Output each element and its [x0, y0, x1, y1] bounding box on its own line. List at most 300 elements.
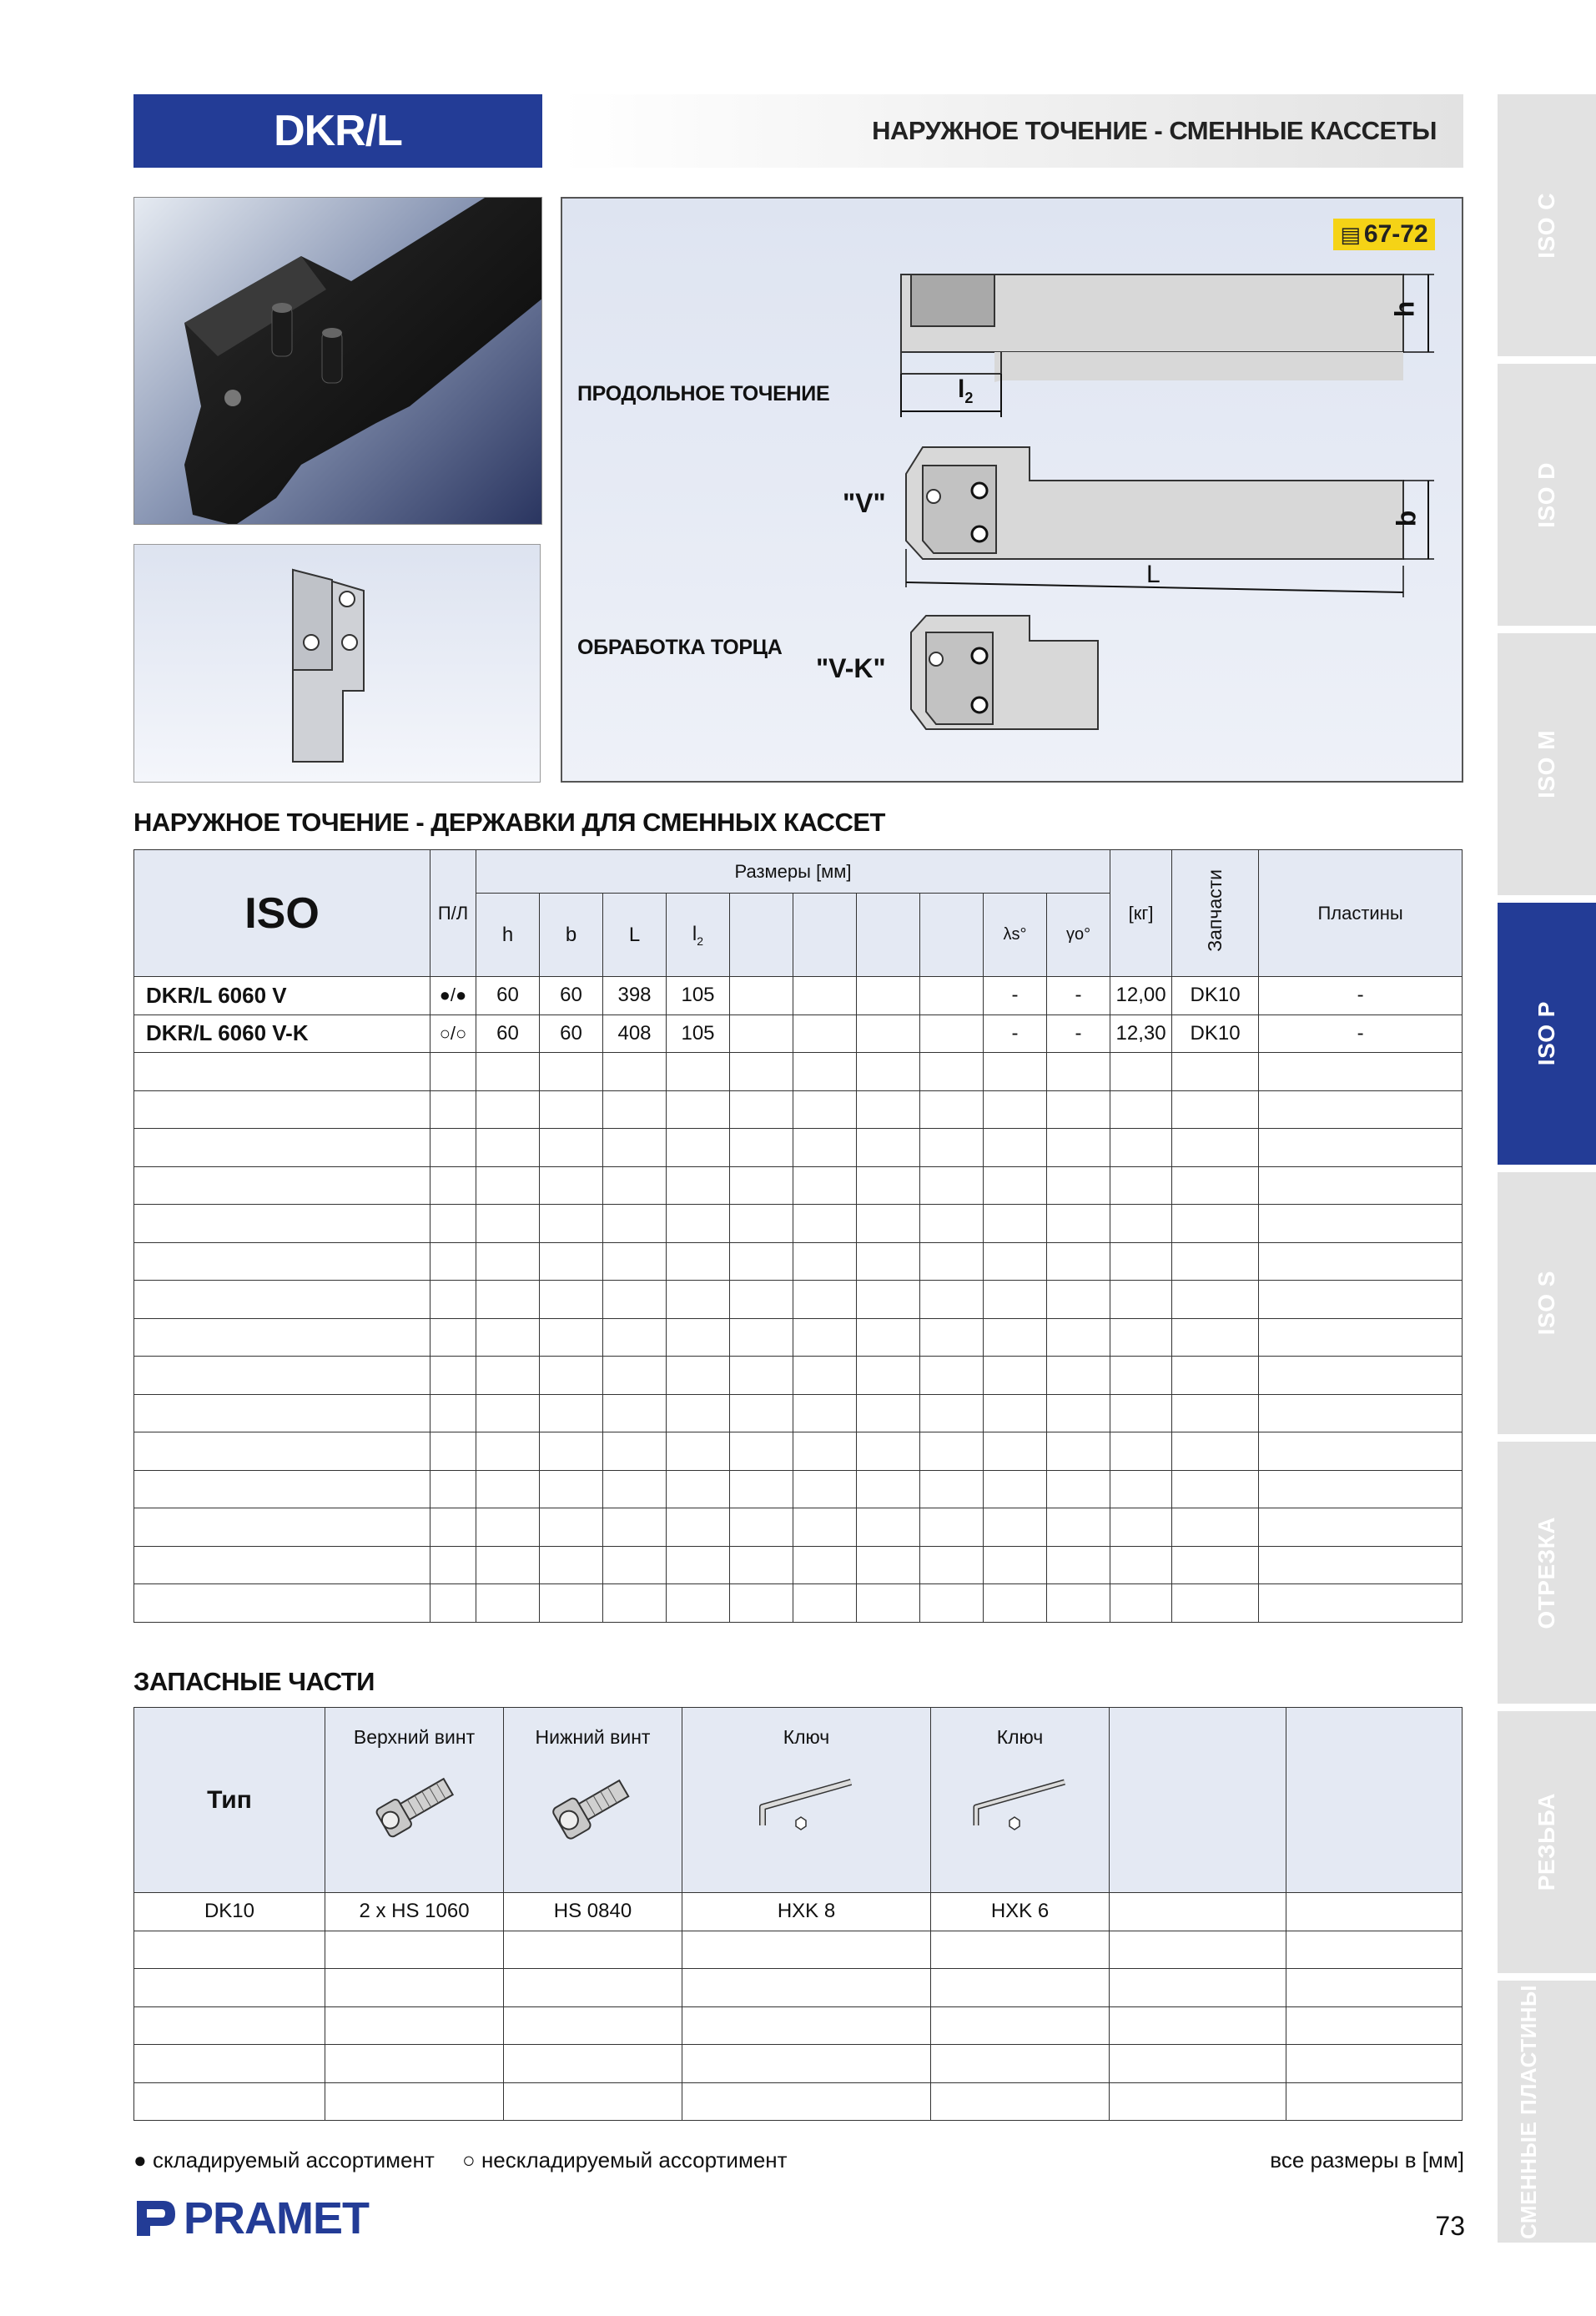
cell-empty: [134, 1470, 430, 1508]
cell-empty: [793, 1129, 857, 1167]
cell-empty: [793, 1166, 857, 1205]
table-row: [134, 977, 1463, 1015]
side-tab-iso-m[interactable]: [1498, 633, 1596, 895]
cell-empty: [984, 1432, 1047, 1471]
cell-empty: [476, 1584, 540, 1623]
cell-empty: [920, 1090, 984, 1129]
header-lambda: λs°: [984, 894, 1047, 977]
cell-empty: [920, 1318, 984, 1357]
cell-empty: [603, 1584, 667, 1623]
cell-empty: [793, 1090, 857, 1129]
cell-empty: [857, 1318, 920, 1357]
cell-lambda: -: [984, 1015, 1047, 1053]
cell-empty: [1047, 1546, 1110, 1584]
cell-empty: [793, 1242, 857, 1281]
cell-empty: [603, 1281, 667, 1319]
cell-empty: [1110, 1584, 1172, 1623]
table-row: [134, 1508, 1463, 1547]
cell-empty: [1047, 1357, 1110, 1395]
cell-empty: [134, 1931, 325, 1969]
cell-empty: [476, 1129, 540, 1167]
cell-empty: [430, 1318, 476, 1357]
side-tab-отрезка[interactable]: [1498, 1442, 1596, 1704]
cell-empty: [682, 2006, 931, 2045]
cell-inserts: -: [1259, 1015, 1463, 1053]
cell-empty: [730, 1318, 793, 1357]
cell-empty: [1259, 1129, 1463, 1167]
cell-empty: [1110, 2006, 1286, 2045]
cell-empty: [857, 1053, 920, 1091]
catalog-reference-pages: 67-72: [1363, 220, 1428, 248]
cell-empty: [730, 1205, 793, 1243]
cell-empty: [920, 1470, 984, 1508]
pramet-logo: [133, 2193, 369, 2243]
cell-type: DK10: [134, 1893, 325, 1931]
cell-empty: [667, 1584, 730, 1623]
cell-empty: [984, 1470, 1047, 1508]
cell-empty: [857, 1432, 920, 1471]
cell-empty: [325, 2082, 504, 2121]
cell-lower-screw: HS 0840: [504, 1893, 682, 1931]
cell-empty: [1286, 2045, 1463, 2083]
cell-empty: [1110, 1053, 1172, 1091]
cell-empty: [134, 1242, 430, 1281]
cell-empty: [667, 1470, 730, 1508]
page-title: DKR/L: [133, 94, 542, 168]
cell-empty: [920, 1242, 984, 1281]
document-icon: ▤: [1340, 221, 1361, 247]
cell-empty: [682, 2082, 931, 2121]
cell-l2: 105: [667, 977, 730, 1015]
cell-kg: 12,30: [1110, 1015, 1172, 1053]
cell-lambda: -: [984, 977, 1047, 1015]
cell-empty: [1172, 1546, 1259, 1584]
header-iso: ISO: [134, 850, 430, 977]
cell-empty: [1172, 1357, 1259, 1395]
cell-empty: [430, 1546, 476, 1584]
table-row: [134, 1546, 1463, 1584]
parts-section-title: ЗАПАСНЫЕ ЧАСТИ: [133, 1667, 375, 1696]
cell-empty: [430, 1432, 476, 1471]
side-tab-label: ISO D: [1533, 461, 1559, 528]
cell-empty: [857, 1584, 920, 1623]
side-tab-label: СМЕННЫЕ ПЛАСТИНЫ: [1516, 1984, 1541, 2239]
cell-spares: DK10: [1172, 1015, 1259, 1053]
cell-upper-screw: 2 x HS 1060: [325, 1893, 504, 1931]
cell-empty: [476, 1053, 540, 1091]
cell-empty: [1259, 1053, 1463, 1091]
cell-empty: [430, 1470, 476, 1508]
cell-b: 60: [540, 977, 603, 1015]
side-tab-label: РЕЗЬБА: [1533, 1793, 1559, 1891]
cell-empty: [1110, 1205, 1172, 1243]
table-row: [134, 1281, 1463, 1319]
parts-header-key-1: Ключ: [682, 1708, 931, 1893]
cell-empty: [430, 1242, 476, 1281]
cell-empty: [476, 1281, 540, 1319]
cell-empty: [857, 1546, 920, 1584]
cell-pl: ●/●: [430, 977, 476, 1015]
cell-empty: [603, 1470, 667, 1508]
cell-empty: [920, 1508, 984, 1547]
cell-kg: 12,00: [1110, 977, 1172, 1015]
header-empty: [857, 894, 920, 977]
cell-empty: [430, 1281, 476, 1319]
cell-empty: [793, 1394, 857, 1432]
cell-empty: [540, 1166, 603, 1205]
cell-empty: [920, 1357, 984, 1395]
cell-empty: [1047, 1470, 1110, 1508]
cell-empty: [920, 1053, 984, 1091]
cell-empty: [430, 1053, 476, 1091]
screw-icon: [547, 1774, 639, 1840]
cell-empty: [134, 1508, 430, 1547]
cell-empty: [857, 1129, 920, 1167]
cell-empty: [793, 977, 857, 1015]
cell-empty: [730, 1470, 793, 1508]
cell-empty: [430, 1584, 476, 1623]
cell-empty: [1172, 1053, 1259, 1091]
cell-empty: [134, 2082, 325, 2121]
cell-empty: [793, 1053, 857, 1091]
cell-empty: [1172, 1584, 1259, 1623]
table-row: [134, 1318, 1463, 1357]
cell-empty: [476, 1432, 540, 1471]
cell-empty: [430, 1166, 476, 1205]
cell-h: 60: [476, 1015, 540, 1053]
cell-empty: [1110, 1969, 1286, 2007]
cell-empty: [984, 1166, 1047, 1205]
side-tab-label: ОТРЕЗКА: [1533, 1516, 1559, 1629]
cell-empty: [134, 1432, 430, 1471]
cell-empty: [476, 1357, 540, 1395]
cell-empty: [1047, 1242, 1110, 1281]
cell-empty: [134, 1584, 430, 1623]
cell-empty: [857, 1090, 920, 1129]
cell-empty: [430, 1129, 476, 1167]
cell-empty: [540, 1281, 603, 1319]
cell-empty: [931, 1931, 1110, 1969]
table-row: [134, 1432, 1463, 1471]
cell-empty: [430, 1090, 476, 1129]
page-subtitle: НАРУЖНОЕ ТОЧЕНИЕ - СМЕННЫЕ КАССЕТЫ: [872, 116, 1437, 145]
cell-empty: [857, 1508, 920, 1547]
cell-empty: [134, 1546, 430, 1584]
cell-empty: [603, 1432, 667, 1471]
table-row: [134, 1470, 1463, 1508]
cell-empty: [1259, 1357, 1463, 1395]
cell-empty: [134, 1969, 325, 2007]
cell-empty: [476, 1508, 540, 1547]
open-circle-icon: ○: [462, 2147, 476, 2173]
cell-empty: [1259, 1166, 1463, 1205]
cell-empty: [984, 1090, 1047, 1129]
holders-table: [133, 849, 1463, 1623]
cell-empty: [540, 1090, 603, 1129]
cell-empty: [1110, 1893, 1286, 1931]
longitudinal-turning-label: ПРОДОЛЬНОЕ ТОЧЕНИЕ: [577, 382, 830, 405]
side-tab-iso-c[interactable]: [1498, 94, 1596, 356]
cell-empty: [667, 1318, 730, 1357]
cell-l2: 105: [667, 1015, 730, 1053]
cell-empty: [1172, 1205, 1259, 1243]
parts-header-type: Тип: [134, 1708, 325, 1893]
cell-empty: [540, 1584, 603, 1623]
side-tab-label: ISO P: [1533, 1001, 1559, 1066]
table-row: [134, 1053, 1463, 1091]
cell-empty: [730, 1281, 793, 1319]
cell-empty: [504, 2045, 682, 2083]
cell-empty: [504, 1969, 682, 2007]
cell-empty: [730, 1546, 793, 1584]
cell-empty: [540, 1470, 603, 1508]
cell-empty: [920, 1129, 984, 1167]
cell-empty: [857, 1470, 920, 1508]
page-subtitle-bar: [561, 94, 1463, 168]
table-row: [134, 1394, 1463, 1432]
cell-empty: [1110, 1129, 1172, 1167]
table-row: [134, 1584, 1463, 1623]
hex-key-icon: [753, 1774, 861, 1840]
table-row: [134, 1129, 1463, 1167]
cell-empty: [1172, 1242, 1259, 1281]
cell-empty: [134, 1053, 430, 1091]
facing-label: ОБРАБОТКА ТОРЦА: [577, 636, 783, 659]
cell-empty: [984, 1546, 1047, 1584]
catalog-reference-badge[interactable]: [1333, 219, 1435, 250]
cell-empty: [134, 1357, 430, 1395]
cell-empty: [603, 1546, 667, 1584]
cell-empty: [730, 1394, 793, 1432]
cell-empty: [793, 1546, 857, 1584]
cell-empty: [1286, 1893, 1463, 1931]
cell-pl: ○/○: [430, 1015, 476, 1053]
cell-empty: [540, 1432, 603, 1471]
cell-empty: [134, 2045, 325, 2083]
cell-empty: [793, 1470, 857, 1508]
cell-empty: [667, 1508, 730, 1547]
cell-empty: [984, 1357, 1047, 1395]
cassette-outline-image: [134, 545, 541, 783]
pramet-logo-mark-icon: [133, 2198, 179, 2239]
spare-parts-table: [133, 1707, 1463, 2121]
units-note: все размеры в [мм]: [1270, 2147, 1464, 2173]
cell-empty: [540, 1205, 603, 1243]
side-tab-резьба[interactable]: [1498, 1711, 1596, 1973]
cell-empty: [540, 1508, 603, 1547]
cell-empty: [603, 1129, 667, 1167]
cell-empty: [931, 2082, 1110, 2121]
header-weight: [кг]: [1110, 850, 1172, 977]
cell-gamma: -: [1047, 1015, 1110, 1053]
cell-empty: [540, 1053, 603, 1091]
cell-empty: [730, 1053, 793, 1091]
table-row: [134, 1969, 1463, 2007]
cell-empty: [430, 1508, 476, 1547]
cell-empty: [1110, 1508, 1172, 1547]
table-row: [134, 2082, 1463, 2121]
cell-empty: [1172, 1470, 1259, 1508]
side-tab-label: ISO M: [1533, 730, 1559, 798]
cell-empty: [1110, 1432, 1172, 1471]
cell-empty: [476, 1546, 540, 1584]
page-number: 73: [1435, 2211, 1465, 2241]
cell-empty: [1047, 1053, 1110, 1091]
side-tab-label: ISO C: [1533, 192, 1559, 259]
holders-section-title: НАРУЖНОЕ ТОЧЕНИЕ - ДЕРЖАВКИ ДЛЯ СМЕННЫХ КАССЕТ: [133, 808, 885, 837]
cell-empty: [730, 1242, 793, 1281]
cell-empty: [603, 1166, 667, 1205]
cell-empty: [540, 1242, 603, 1281]
cell-empty: [1110, 1357, 1172, 1395]
cell-empty: [430, 1357, 476, 1395]
table-row: [134, 2045, 1463, 2083]
cell-empty: [984, 1242, 1047, 1281]
cell-empty: [603, 1508, 667, 1547]
cell-empty: [667, 1166, 730, 1205]
cell-empty: [476, 1394, 540, 1432]
cell-empty: [667, 1432, 730, 1471]
screw-icon: [369, 1774, 461, 1840]
cell-empty: [857, 1015, 920, 1053]
side-tab-сменные-пластины[interactable]: [1498, 1981, 1596, 2243]
header-L: L: [603, 894, 667, 977]
cell-empty: [1259, 1318, 1463, 1357]
cell-empty: [857, 1394, 920, 1432]
cell-empty: [984, 1318, 1047, 1357]
cell-empty: [1286, 2006, 1463, 2045]
cell-empty: [603, 1357, 667, 1395]
cell-empty: [603, 1242, 667, 1281]
cell-empty: [603, 1053, 667, 1091]
cell-empty: [920, 1015, 984, 1053]
cell-empty: [730, 977, 793, 1015]
cell-empty: [325, 2045, 504, 2083]
header-empty: [793, 894, 857, 977]
table-row: [134, 2006, 1463, 2045]
side-tab-iso-p[interactable]: [1498, 903, 1596, 1165]
cell-empty: [430, 1205, 476, 1243]
dimension-h-label: h: [1389, 300, 1420, 318]
cell-empty: [1259, 1432, 1463, 1471]
cell-empty: [1259, 1470, 1463, 1508]
cell-empty: [476, 1318, 540, 1357]
cell-empty: [920, 1394, 984, 1432]
cell-empty: [1259, 1090, 1463, 1129]
table-row: [134, 1931, 1463, 1969]
header-h: h: [476, 894, 540, 977]
cell-empty: [1110, 1090, 1172, 1129]
cell-L: 398: [603, 977, 667, 1015]
cell-empty: [920, 1205, 984, 1243]
cell-empty: [1047, 1584, 1110, 1623]
cell-empty: [134, 2006, 325, 2045]
header-empty: [920, 894, 984, 977]
cell-empty: [504, 1931, 682, 1969]
cell-empty: [857, 1205, 920, 1243]
cell-empty: [603, 1394, 667, 1432]
cell-empty: [504, 2082, 682, 2121]
header-gamma: γo°: [1047, 894, 1110, 977]
cell-empty: [134, 1281, 430, 1319]
dimension-drawing-image: [562, 199, 1465, 784]
cell-empty: [1172, 1129, 1259, 1167]
cell-empty: [984, 1053, 1047, 1091]
cell-empty: [476, 1470, 540, 1508]
cell-empty: [920, 1584, 984, 1623]
cell-empty: [920, 977, 984, 1015]
cell-empty: [540, 1394, 603, 1432]
cell-empty: [1172, 1432, 1259, 1471]
cell-empty: [1110, 1931, 1286, 1969]
table-row: [134, 1015, 1463, 1053]
dimension-L-label: L: [1146, 561, 1160, 588]
cell-empty: [1110, 2045, 1286, 2083]
cell-empty: [667, 1394, 730, 1432]
header-dimensions: Размеры [мм]: [476, 850, 1110, 894]
cell-code: DKR/L 6060 V: [134, 977, 430, 1015]
cell-empty: [793, 1508, 857, 1547]
cell-empty: [430, 1394, 476, 1432]
cell-empty: [857, 1357, 920, 1395]
cell-empty: [1259, 1205, 1463, 1243]
cell-empty: [1110, 1166, 1172, 1205]
cell-empty: [1110, 2082, 1286, 2121]
cell-empty: [134, 1129, 430, 1167]
filled-circle-icon: ●: [133, 2147, 147, 2173]
cell-empty: [134, 1166, 430, 1205]
cell-empty: [667, 1205, 730, 1243]
side-tab-iso-s[interactable]: [1498, 1172, 1596, 1434]
parts-header-lower-screw: Нижний винт: [504, 1708, 682, 1893]
cell-key1: HXK 8: [682, 1893, 931, 1931]
cell-empty: [603, 1205, 667, 1243]
cell-empty: [931, 1969, 1110, 2007]
cell-empty: [682, 1931, 931, 1969]
cell-empty: [1110, 1318, 1172, 1357]
cell-empty: [1047, 1129, 1110, 1167]
cell-empty: [920, 1166, 984, 1205]
cell-empty: [857, 977, 920, 1015]
cell-empty: [603, 1090, 667, 1129]
cell-empty: [1172, 1281, 1259, 1319]
cell-empty: [1172, 1166, 1259, 1205]
cell-empty: [325, 1969, 504, 2007]
header-pl: П/Л: [430, 850, 476, 977]
legend-nonstock: ○ нескладируемый ассортимент: [462, 2147, 788, 2173]
cell-empty: [931, 2045, 1110, 2083]
side-tab-iso-d[interactable]: [1498, 364, 1596, 626]
cell-inserts: -: [1259, 977, 1463, 1015]
cell-empty: [793, 1281, 857, 1319]
cell-code: DKR/L 6060 V-K: [134, 1015, 430, 1053]
cell-empty: [1259, 1508, 1463, 1547]
cell-empty: [920, 1546, 984, 1584]
cell-empty: [793, 1357, 857, 1395]
cell-empty: [1047, 1394, 1110, 1432]
cell-empty: [1172, 1318, 1259, 1357]
cell-empty: [1047, 1166, 1110, 1205]
cell-empty: [134, 1205, 430, 1243]
cassette-drawing: [133, 544, 541, 783]
header-spares: Запчасти: [1172, 850, 1259, 977]
cell-empty: [504, 2006, 682, 2045]
cell-empty: [476, 1166, 540, 1205]
cell-empty: [1286, 1931, 1463, 1969]
cell-empty: [984, 1584, 1047, 1623]
cell-empty: [1047, 1508, 1110, 1547]
cell-empty: [730, 1508, 793, 1547]
